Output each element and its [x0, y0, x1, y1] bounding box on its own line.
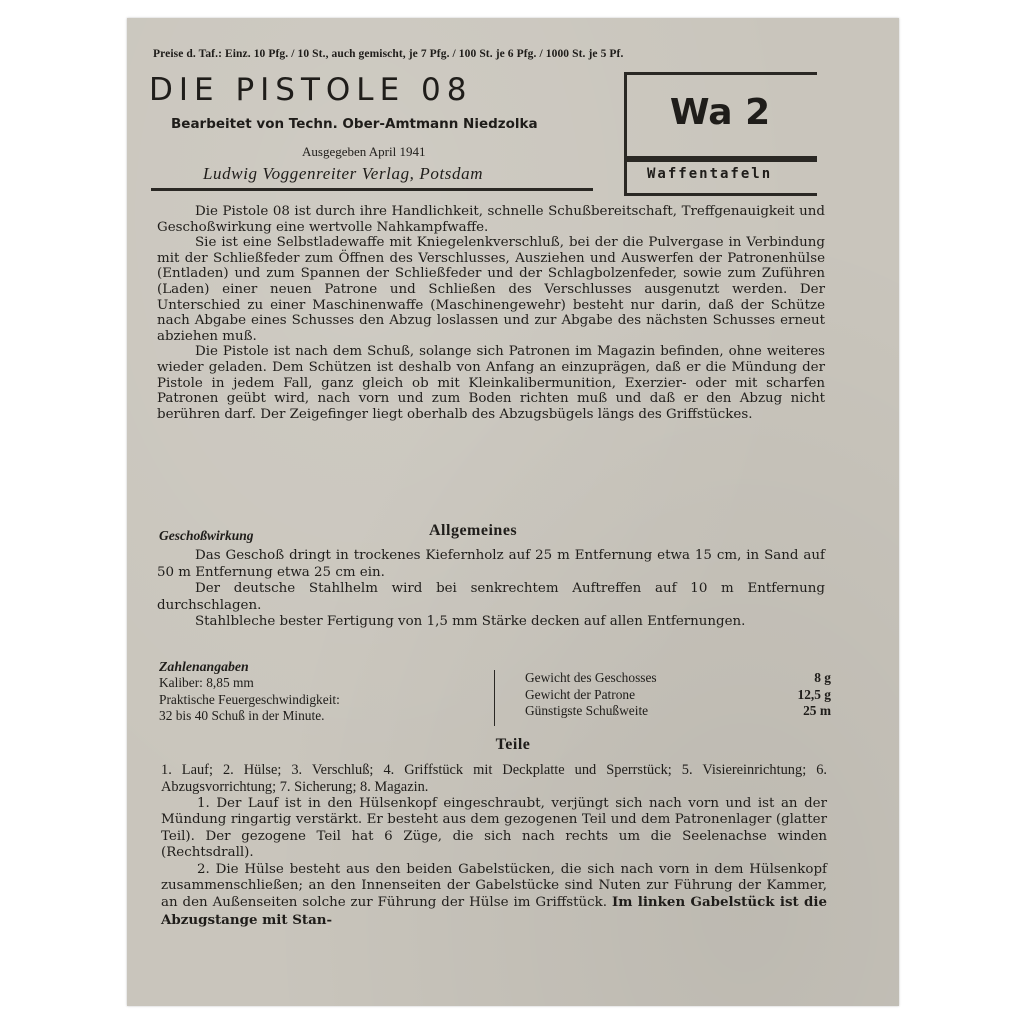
issue-date: Ausgegeben April 1941 — [302, 144, 426, 159]
spec-label: Günstigste Schußweite — [525, 703, 649, 718]
section-headings — [159, 522, 827, 546]
spec-value: 25 m — [803, 703, 831, 718]
header-rule — [151, 188, 593, 191]
allgemeines-heading: Allgemeines — [429, 522, 518, 539]
kaliber-text: Kaliber: 8,85 mm — [159, 675, 254, 690]
spec-label: Gewicht der Patrone — [525, 686, 636, 702]
teile-paragraph: 1. Der Lauf ist in den Hülsenkopf eingeschraubt, verjüngt sich nach vorn und ist an der Mündung ringartig verstärkt. Er besteht aus dem gezogenen Teil und dem Patronenlager (glatter Teil). Der gezogene Teil hat 6 Züge, die sich nach rechts um die Seelenachse winden (Rechtsdrall). — [161, 796, 827, 861]
column-divider — [494, 670, 495, 726]
feuer-text-1: Praktische Feuergeschwindigkeit: — [159, 691, 340, 707]
document-title: DIE PISTOLE 08 — [149, 72, 473, 108]
teile-paragraph — [161, 862, 827, 930]
feuer-text-2: 32 bis 40 Schuß in der Minute. — [159, 708, 325, 723]
teile-text — [161, 796, 827, 929]
zahlen-right-column — [525, 670, 831, 720]
intro-text — [157, 204, 825, 422]
intro-paragraph: Sie ist eine Selbstladewaffe mit Kniegelenkverschluß, bei der die Pulvergase in Verbindung mit der Schließfeder zum Öffnen des Verschlusses, Ausziehen und Auswerfen der Patronenhülse (Entladen) und zum Spannen der Schließfeder und der Schlagbolzenfeder, sowie zum Zuführen (Laden) einer neuen Patrone und Schließen des Verschlusses ausgenutzt werden. Der Unterschied zu einer Maschinenwaffe (Maschinengewehr) besteht nur darin, daß der Schütze nach Abgabe eines Schusses den Abzug loslassen und zur Abgabe des nächsten Schusses erneut abziehen muß. — [157, 235, 825, 344]
geschosswirkung-heading: Geschoßwirkung — [159, 528, 254, 543]
spec-value: 8 g — [814, 670, 831, 685]
teile-paragraph-text: 2. Die Hülse besteht aus den beiden Gabelstücken, die sich nach vorn in dem Hülsenkopf zusammenschließen; an den Innenseiten der Gabelstücke sind Nuten zur Führung der Kammer, an den Außenseiten solche zur Führung der Hülse im Griffstück. — [161, 861, 827, 911]
teile-heading: Teile — [495, 736, 531, 753]
teile-paragraph-end: Im linken Gabelstück ist die Abzugstange mit Stan- — [161, 894, 827, 928]
geschoss-paragraph: Der deutsche Stahlhelm wird bei senkrechtem Auftreffen auf 10 m Entfernung durchschlagen. — [157, 581, 825, 613]
spec-row — [525, 703, 831, 720]
geschoss-paragraph: Stahlbleche bester Fertigung von 1,5 mm Stärke decken auf allen Entfernungen. — [195, 614, 746, 630]
geschosswirkung-text — [157, 548, 825, 631]
publisher-line: Ludwig Voggenreiter Verlag, Potsdam — [203, 164, 484, 183]
zahlenangaben-heading: Zahlenangaben — [159, 659, 249, 674]
price-line: Preise d. Taf.: Einz. 10 Pfg. / 10 St., auch gemischt, je 7 Pfg. / 100 St. je 6 Pfg. / 1000 St. je 5 Pf. — [153, 48, 624, 60]
intro-paragraph: Die Pistole ist nach dem Schuß, solange sich Patronen im Magazin befinden, ohne weiteres wieder geladen. Dem Schützen ist deshalb von Anfang an einzuprägen, daß er die Mündung der Pistole in jedem Fall, ganz gleich ob mit Kleinkalibermunition, Exerzier- oder mit scharfen Patronen geübt wird, nach vorn und zum Boden richten muß und daß er den Abzug nicht berühren darf. Der Zeigefinger liegt oberhalb des Abzugsbügels längs des Griffstückes. — [157, 344, 825, 422]
intro-paragraph: Die Pistole 08 ist durch ihre Handlichkeit, schnelle Schußbereitschaft, Treffgenauigkeit und Geschoßwirkung eine wertvolle Nahkampfwaffe. — [157, 204, 825, 235]
spec-row — [525, 687, 831, 704]
code-label: Wa 2 — [669, 92, 771, 133]
teile-list: 1. Lauf; 2. Hülse; 3. Verschluß; 4. Griffstück mit Deckplatte und Sperrstück; 5. Visiereinrichtung; 6. Abzugsvorrichtung; 7. Sicherung; 8. Magazin. — [161, 762, 827, 795]
document-card — [127, 18, 899, 1006]
geschoss-paragraph: Das Geschoß dringt in trockenes Kiefernholz auf 25 m Entfernung etwa 15 cm, in Sand auf 50 m Entfernung etwa 25 cm ein. — [157, 548, 825, 580]
series-label: Waffentafeln — [647, 166, 773, 182]
spec-value: 12,5 g — [797, 686, 831, 702]
author-line: Bearbeitet von Techn. Ober-Amtmann Niedzolka — [171, 116, 538, 132]
spec-label: Gewicht des Geschosses — [525, 670, 657, 685]
zahlen-left-column — [159, 675, 479, 725]
spec-row — [525, 670, 831, 687]
